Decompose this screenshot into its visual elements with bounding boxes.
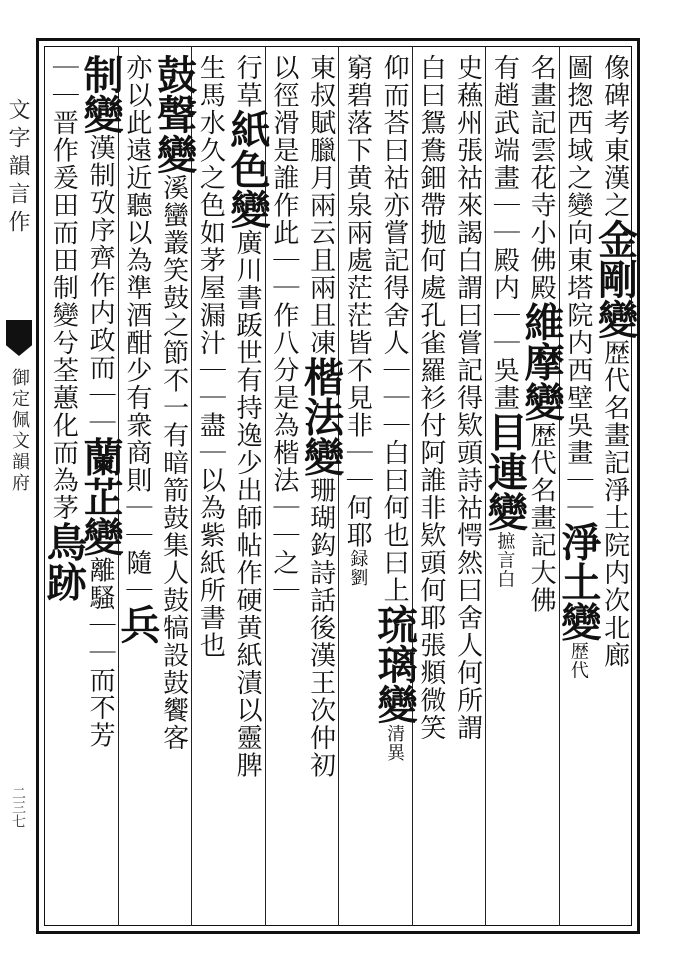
headword: 兵: [113, 604, 161, 644]
headword: 楷法變: [297, 356, 345, 477]
text-column: [297, 54, 345, 779]
source-note: 摭言白: [494, 531, 516, 589]
body-text: 歴代名畫記淨土院内次北廊: [599, 339, 630, 669]
body-text: 兮荃蕙化而為茅: [48, 329, 79, 522]
body-text: ｜｜: [562, 466, 593, 522]
source-note: 歴代: [567, 641, 589, 680]
headword: 目連變: [481, 411, 529, 532]
body-text: 珊瑚鈎詩話後漢王次仲初: [305, 476, 336, 779]
headword: 蘭芷變: [77, 436, 125, 557]
page-margin-strip: [0, 38, 36, 934]
source-note: 清異: [384, 724, 406, 762]
headword: 紙色變: [224, 109, 272, 229]
body-text: 窮碧落下黄泉兩處茫茫皆不見非｜｜何耶: [342, 54, 373, 549]
body-text: 白曰鴛鴦鈿帶抛何處孔雀羅衫付阿誰非欵頭何耶張頫微笑: [415, 54, 446, 742]
body-text: 像碑考東漢之: [599, 54, 630, 219]
body-text: 溪蠻叢笑鼓之節不一有暗箭鼓集人鼓犒設鼓饗客: [158, 174, 189, 752]
headword: 鳥跡: [40, 521, 88, 602]
headword: 制變: [77, 54, 125, 134]
body-text: 史蘓州張祜來謁白謂曰嘗記得欵頭詩祜愕然曰舍人何所謂: [452, 54, 483, 742]
text-column: [481, 54, 529, 589]
body-text: 生馬: [195, 54, 226, 109]
headword: 鼓聲變: [150, 54, 198, 174]
body-text: 離騷｜｜而不芳: [85, 556, 116, 749]
body-text: 有趙武端畫｜｜: [489, 54, 520, 247]
body-text: 仰而荅曰祜亦嘗記得舍人｜｜｜白曰何也曰上: [379, 54, 410, 604]
headword: 維摩變: [518, 301, 566, 422]
body-text: 殿内｜｜: [489, 246, 520, 357]
text-column: [448, 54, 488, 742]
text-column: [77, 54, 125, 749]
book-title: 御定佩文韻府: [9, 368, 30, 494]
text-column: [150, 54, 198, 752]
page-number: 二三七: [10, 786, 26, 828]
body-text: 作八分是為楷法｜｜之｜: [268, 301, 299, 604]
text-column: [224, 54, 272, 779]
text-column: [337, 54, 377, 587]
body-text: 漢制攷序齊作内政而｜｜: [85, 134, 116, 437]
headword: 金剛變: [591, 219, 639, 339]
body-text: 行草: [232, 54, 263, 109]
body-text: ｜｜晋作爰田而田制變: [48, 54, 79, 329]
headword: 淨土變: [554, 521, 602, 642]
body-text: 以徑滑是誰作此｜｜: [268, 54, 299, 302]
body-text: 水久之色如茅屋漏汁｜｜盡｜以為紫紙所書也: [195, 109, 226, 659]
body-text: 東叔賦臘月兩云且兩且凍: [305, 54, 336, 357]
body-text: 廣川書䟦世有持逸少出師帖作硬黄紙漬以靈脾: [232, 229, 263, 779]
body-text: 吳畫: [489, 356, 520, 412]
body-text: 名畫記雲花寺小佛殿: [526, 54, 557, 302]
fishtail-mark-icon: [6, 320, 32, 356]
text-column: [371, 54, 419, 762]
running-head: 文字韻言作: [5, 98, 30, 238]
headword: 琉璃變: [371, 604, 419, 724]
text-column: [40, 54, 88, 602]
body-text: 歴代名畫記大佛: [526, 421, 557, 614]
body-text: 亦以此遠近聽以為準酒酣少有衆商則｜｜隨｜: [121, 54, 152, 604]
body-text: 向東塔院内西壁吳畫: [562, 219, 593, 467]
source-note: 録劉: [347, 549, 369, 587]
body-text: 圖揔西域之變: [562, 54, 593, 219]
